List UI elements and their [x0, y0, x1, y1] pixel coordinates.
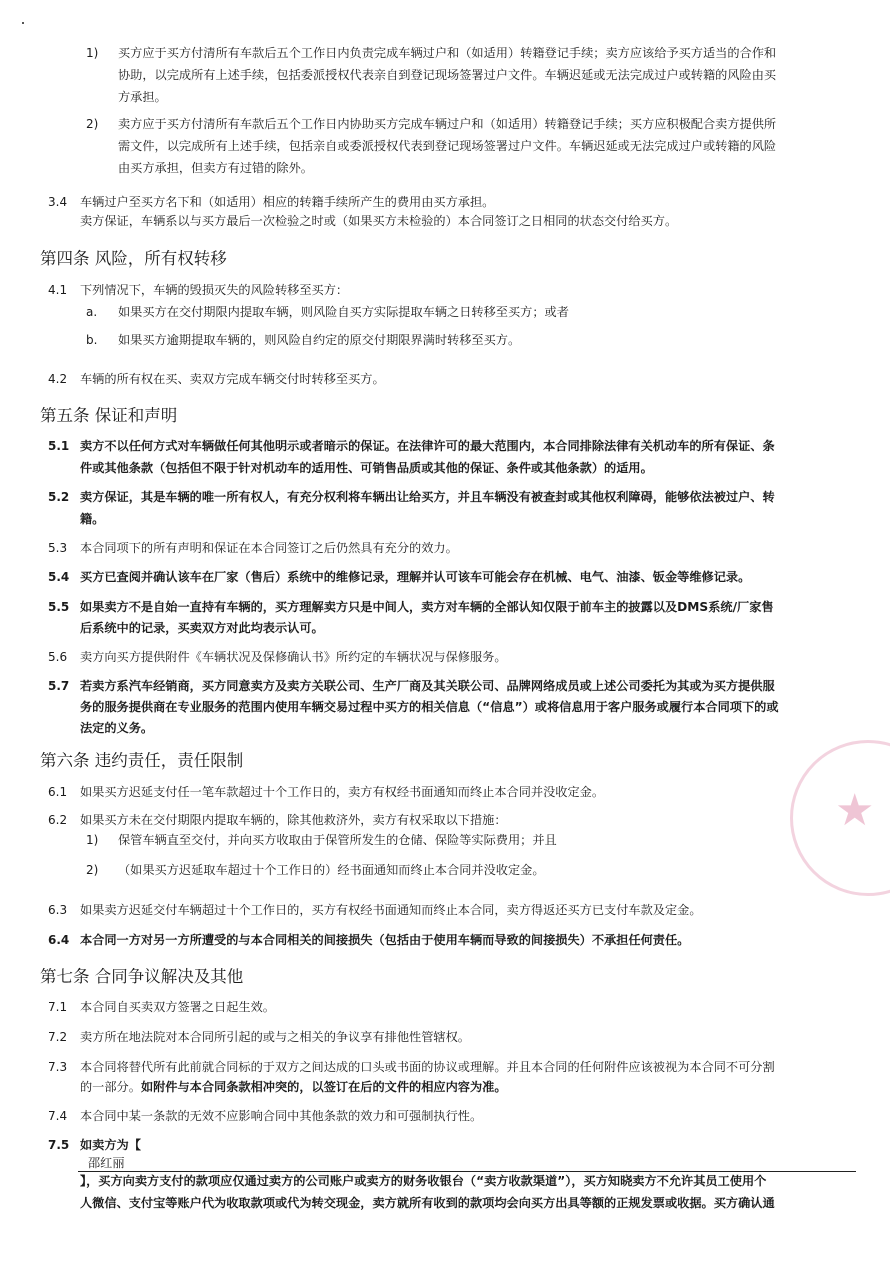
- text-line: 如果买方在交付期限内提取车辆，则风险自买方实际提取车辆之日转移至买方；或者: [118, 305, 569, 319]
- text-line: 法定的义务。: [80, 721, 154, 735]
- text-line: 若卖方系汽车经销商，买方同意卖方及卖方关联公司、生产厂商及其关联公司、品牌网络成员或上述公司委托为其或为买方提供服: [80, 679, 775, 693]
- section-heading: 第四条 风险，所有权转移: [40, 249, 227, 268]
- text-line: 如果买方未在交付期限内提取车辆的，除其他救济外，卖方有权采取以下措施：: [80, 813, 507, 827]
- text-line: 卖方应于买方付清所有车款后五个工作日内协助买方完成车辆过户和（如适用）转籍登记手续；买方应积极配合卖方提供所: [118, 117, 777, 131]
- seal-star-icon: ★: [835, 785, 875, 836]
- clause-number: 5.6: [48, 650, 68, 664]
- text-line: 卖方所在地法院对本合同所引起的或与之相关的争议享有排他性管辖权。: [80, 1030, 470, 1044]
- clause-number: 5.7: [48, 679, 70, 693]
- text-line: 如果买方逾期提取车辆的，则风险自约定的原交付期限界满时转移至买方。: [118, 333, 521, 347]
- text-segment: 的一部分。: [80, 1080, 141, 1094]
- clause-number: 6.4: [48, 933, 70, 947]
- text-line: 协助，以完成所有上述手续，包括委派授权代表亲自到登记现场签署过户文件。车辆迟延或无法完成过户或转籍的风险由买: [118, 68, 777, 82]
- item-number: 1): [86, 46, 99, 60]
- text-line: [80, 1080, 507, 1095]
- section-heading: 第五条 保证和声明: [40, 406, 178, 425]
- item-letter: a.: [86, 305, 98, 319]
- text-line: 本合同项下的所有声明和保证在本合同签订之后仍然具有充分的效力。: [80, 541, 458, 555]
- text-line: 由买方承担，但卖方有过错的除外。: [118, 161, 313, 175]
- clause-number: 4.2: [48, 372, 68, 386]
- clause-number: 7.1: [48, 1000, 68, 1014]
- text-line: 本合同一方对另一方所遭受的与本合同相关的间接损失（包括由于使用车辆而导致的间接损失）不承担任何责任。: [80, 933, 690, 947]
- clause-number: 7.3: [48, 1060, 68, 1074]
- text-line: 籍。: [80, 512, 105, 526]
- section-heading: 第七条 合同争议解决及其他: [40, 967, 244, 986]
- clause-number: 7.4: [48, 1109, 68, 1123]
- text-line: 卖方保证，车辆系以与买方最后一次检验之时或（如果买方未检验的）本合同签订之日相同的状态交付给买方。: [80, 214, 678, 228]
- text-line: 下列情况下，车辆的毁损灭失的风险转移至买方：: [80, 283, 349, 297]
- text-line: 需文件，以完成所有上述手续，包括亲自或委派授权代表到登记现场签署过户文件。车辆迟延或无法完成过户或转籍的风险: [118, 139, 777, 153]
- clause-number: 6.3: [48, 903, 68, 917]
- text-line: 如卖方为【: [80, 1138, 141, 1152]
- clause-number: 5.5: [48, 600, 70, 614]
- text-line: 件或其他条款（包括但不限于针对机动车的适用性、可销售品质或其他的保证、条件或其他条款）的适用。: [80, 461, 653, 475]
- company-seal-stamp: [790, 740, 890, 896]
- text-line: 本合同将替代所有此前就合同标的于双方之间达成的口头或书面的协议或理解。并且本合同的任何附件应该被视为本合同不可分割: [80, 1060, 775, 1074]
- text-line: 卖方向买方提供附件《车辆状况及保修确认书》所约定的车辆状况与保修服务。: [80, 650, 507, 664]
- clause-number: 5.2: [48, 490, 70, 504]
- clause-number: 5.4: [48, 570, 70, 584]
- text-line: 买方应于买方付清所有车款后五个工作日内负责完成车辆过户和（如适用）转籍登记手续；卖方应该给予买方适当的合作和: [118, 46, 777, 60]
- clause-number: 5.3: [48, 541, 68, 555]
- filled-seller-name: 邵红丽: [88, 1156, 125, 1170]
- text-line: 本合同自买卖双方签署之日起生效。: [80, 1000, 275, 1014]
- text-line: 务的服务提供商在专业服务的范围内使用车辆交易过程中买方的相关信息（“信息”）或将信息用于客户服务或履行本合同项下的或: [80, 700, 779, 714]
- item-letter: b.: [86, 333, 98, 347]
- text-segment-bold: 如附件与本合同条款相冲突的，以签订在后的文件的相应内容为准。: [140, 1080, 507, 1094]
- text-line: 车辆过户至买方名下和（如适用）相应的转籍手续所产生的费用由买方承担。: [80, 195, 495, 209]
- text-line: 车辆的所有权在买、卖双方完成车辆交付时转移至买方。: [80, 372, 385, 386]
- clause-number: 4.1: [48, 283, 68, 297]
- underline-rule: [78, 1171, 856, 1172]
- text-line: 】，买方向卖方支付的款项应仅通过卖方的公司账户或卖方的财务收银台（“卖方收款渠道”），买方知晓卖方不允许其员工使用个: [80, 1174, 767, 1188]
- text-line: 卖方保证，其是车辆的唯一所有权人，有充分权利将车辆出让给买方，并且车辆没有被查封或其他权利障碍，能够依法被过户、转: [80, 490, 775, 504]
- text-line: 本合同中某一条款的无效不应影响合同中其他条款的效力和可强制执行性。: [80, 1109, 483, 1123]
- clause-number: 6.1: [48, 785, 68, 799]
- clause-number: 3.4: [48, 195, 68, 209]
- item-number: 2): [86, 863, 99, 877]
- item-number: 2): [86, 117, 99, 131]
- text-line: 人微信、支付宝等账户代为收取款项或代为转交现金，卖方就所有收到的款项均会向买方出具等额的正规发票或收据。买方确认通: [80, 1196, 775, 1210]
- clause-number: 7.2: [48, 1030, 68, 1044]
- text-line: 如果卖方迟延交付车辆超过十个工作日的，买方有权经书面通知而终止本合同，卖方得返还买方已支付车款及定金。: [80, 903, 702, 917]
- text-line: 买方已查阅并确认该车在厂家（售后）系统中的维修记录，理解并认可该车可能会存在机械、电气、油漆、钣金等维修记录。: [80, 570, 751, 584]
- text-line: 如果卖方不是自始一直持有车辆的，买方理解卖方只是中间人，卖方对车辆的全部认知仅限于前车主的披露以及DMS系统/厂家售: [80, 600, 774, 614]
- text-line: 如果买方迟延支付任一笔车款超过十个工作日的，卖方有权经书面通知而终止本合同并没收定金。: [80, 785, 605, 799]
- item-number: 1): [86, 833, 99, 847]
- scan-speck: [22, 22, 24, 24]
- text-line: 卖方不以任何方式对车辆做任何其他明示或者暗示的保证。在法律许可的最大范围内，本合同排除法律有关机动车的所有保证、条: [80, 439, 775, 453]
- clause-number: 7.5: [48, 1138, 70, 1152]
- text-line: 保管车辆直至交付，并向买方收取由于保管所发生的仓储、保险等实际费用；并且: [118, 833, 557, 847]
- text-line: 后系统中的记录，买卖双方对此均表示认可。: [80, 621, 324, 635]
- clause-number: 5.1: [48, 439, 70, 453]
- text-line: （如果买方迟延取车超过十个工作日的）经书面通知而终止本合同并没收定金。: [118, 863, 545, 877]
- text-line: 方承担。: [118, 90, 167, 104]
- clause-number: 6.2: [48, 813, 68, 827]
- section-heading: 第六条 违约责任，责任限制: [40, 751, 244, 770]
